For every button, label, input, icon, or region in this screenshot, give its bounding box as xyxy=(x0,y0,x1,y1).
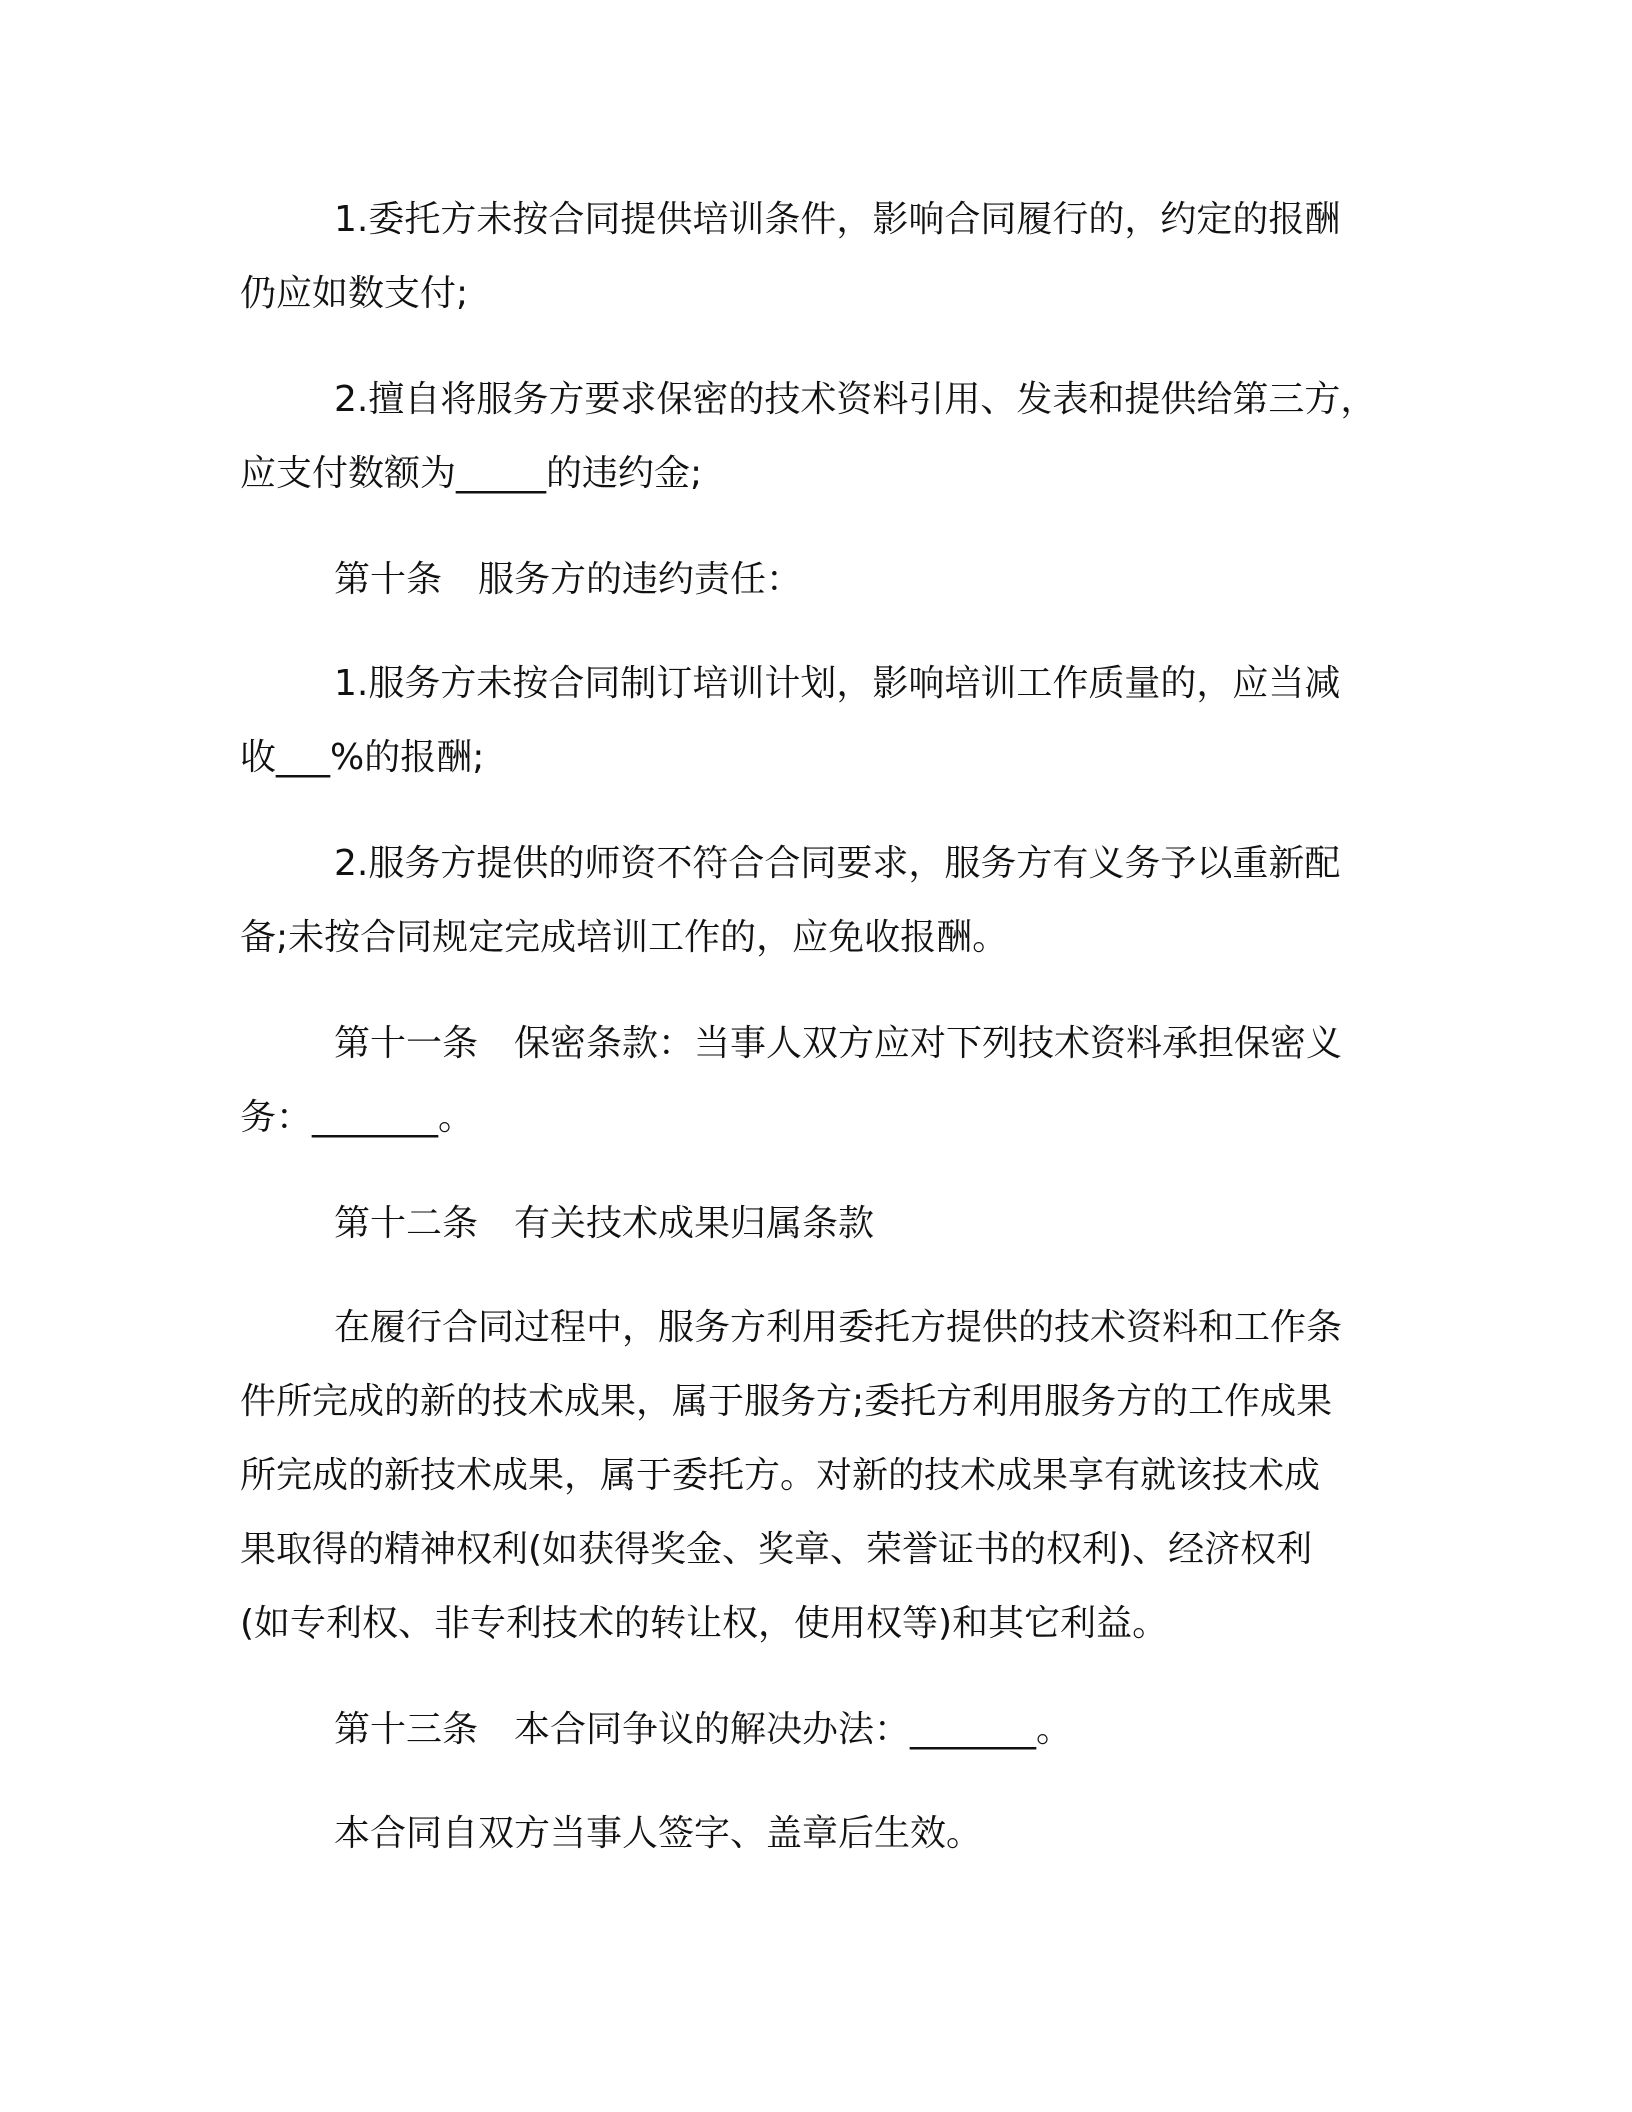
paragraph-line: 2.擅自将服务方要求保密的技术资料引用、发表和提供给第三方， xyxy=(334,379,1377,420)
paragraph-line: 所完成的新技术成果，属于委托方。对新的技术成果享有就该技术成 xyxy=(240,1455,1321,1496)
paragraph-line: (如专利权、非专利技术的转让权，使用权等)和其它利益。 xyxy=(240,1603,1169,1644)
paragraph-line: 第十三条 本合同争议的解决办法：_______。 xyxy=(334,1709,1073,1750)
paragraph-line: 果取得的精神权利(如获得奖金、奖章、荣誉证书的权利)、经济权利 xyxy=(240,1529,1313,1570)
paragraph-line: 仍应如数支付; xyxy=(240,273,469,314)
paragraph-line: 收___%的报酬; xyxy=(240,737,485,778)
paragraph-line: 在履行合同过程中，服务方利用委托方提供的技术资料和工作条 xyxy=(334,1307,1343,1348)
paragraph-line: 应支付数额为_____的违约金; xyxy=(240,453,703,494)
paragraph-line: 件所完成的新的技术成果，属于服务方;委托方利用服务方的工作成果 xyxy=(240,1381,1333,1422)
paragraph-line: 备;未按合同规定完成培训工作的，应免收报酬。 xyxy=(240,917,1009,958)
paragraph-line: 1.委托方未按合同提供培训条件，影响合同履行的，约定的报酬 xyxy=(334,199,1341,240)
clause-heading: 第十条 服务方的违约责任： xyxy=(334,559,803,600)
paragraph-line: 本合同自双方当事人签字、盖章后生效。 xyxy=(334,1813,983,1854)
paragraph-line: 2.服务方提供的师资不符合合同要求，服务方有义务予以重新配 xyxy=(334,843,1341,884)
clause-heading: 第十二条 有关技术成果归属条款 xyxy=(334,1203,875,1244)
paragraph-line: 务：_______。 xyxy=(240,1097,475,1138)
paragraph-line: 第十一条 保密条款：当事人双方应对下列技术资料承担保密义 xyxy=(334,1023,1343,1064)
paragraph-line: 1.服务方未按合同制订培训计划，影响培训工作质量的，应当减 xyxy=(334,663,1341,704)
